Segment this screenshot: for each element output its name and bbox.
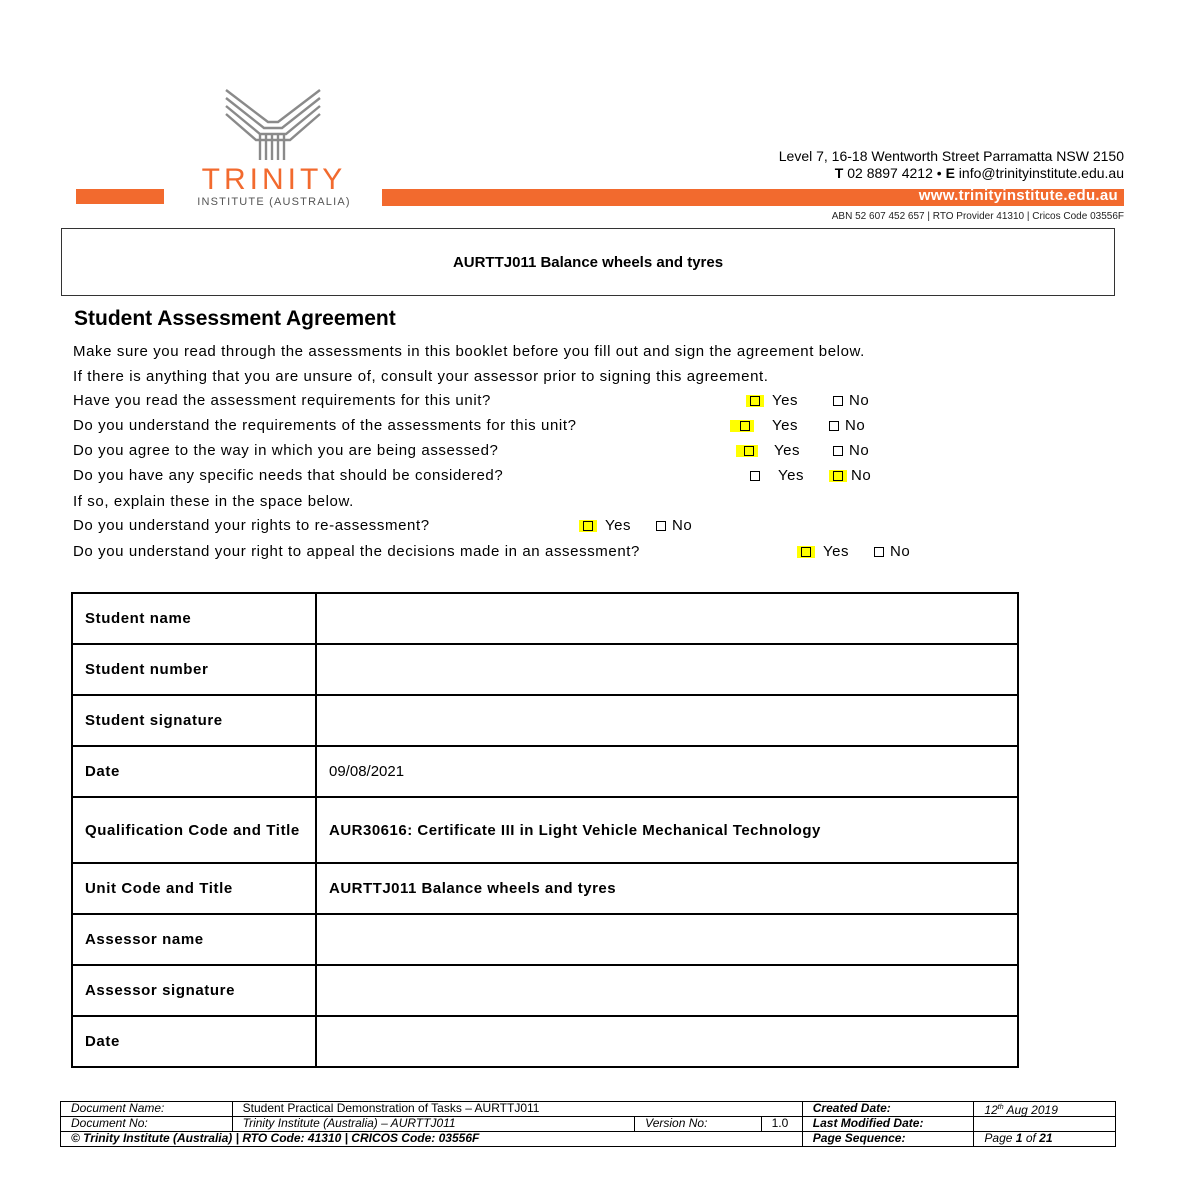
- date-label: Date: [72, 746, 316, 797]
- version-label: Version No:: [635, 1117, 761, 1132]
- student-signature-label: Student signature: [72, 695, 316, 746]
- date-field[interactable]: 09/08/2021: [316, 746, 1018, 797]
- trinity-logo: [176, 86, 372, 208]
- q2-yes-option[interactable]: Yes: [730, 417, 798, 434]
- student-signature-field[interactable]: [316, 695, 1018, 746]
- assessor-name-field[interactable]: [316, 914, 1018, 965]
- unit-code-value: AURTTJ011 Balance wheels and tyres: [316, 863, 1018, 914]
- qualification-value: AUR30616: Certificate III in Light Vehicle Mechanical Technology: [316, 797, 1018, 863]
- checkbox-icon[interactable]: [833, 446, 843, 456]
- version-value: 1.0: [761, 1117, 802, 1132]
- question-1: Have you read the assessment requirements for this unit?: [73, 392, 491, 409]
- highlight-mark: [730, 420, 754, 432]
- q5-no-option[interactable]: No: [656, 517, 692, 534]
- q1-no-option[interactable]: No: [833, 392, 869, 409]
- website-link[interactable]: www.trinityinstitute.edu.au: [918, 187, 1118, 204]
- q6-no-option[interactable]: No: [874, 543, 910, 560]
- header-accent-bar-left: [76, 189, 164, 204]
- page-sequence-label: Page Sequence:: [802, 1132, 974, 1147]
- table-row: [72, 695, 1018, 746]
- table-row: [72, 746, 1018, 797]
- q1-yes-option[interactable]: Yes: [746, 392, 798, 409]
- doc-name-value: Student Practical Demonstration of Tasks – AURTTJ011: [232, 1102, 802, 1117]
- table-row: [72, 914, 1018, 965]
- table-row: [72, 593, 1018, 644]
- footer-row: [61, 1102, 1116, 1117]
- section-title: Student Assessment Agreement: [74, 307, 396, 330]
- doc-no-value: Trinity Institute (Australia) – AURTTJ011: [232, 1117, 635, 1132]
- unit-title-box: [61, 228, 1115, 296]
- institute-address: Level 7, 16-18 Wentworth Street Parramatta NSW 2150: [778, 148, 1124, 164]
- table-row: [72, 1016, 1018, 1067]
- question-5: Do you understand your rights to re-assessment?: [73, 517, 430, 534]
- assessor-date-label: Date: [72, 1016, 316, 1067]
- checkbox-icon[interactable]: [833, 471, 843, 481]
- checkbox-icon[interactable]: [829, 421, 839, 431]
- created-date-label: Created Date:: [802, 1102, 974, 1117]
- institute-contact: T 02 8897 4212 • E info@trinityinstitute.edu.au: [834, 165, 1124, 181]
- footer-row: [61, 1117, 1116, 1132]
- question-4: Do you have any specific needs that should be considered?: [73, 467, 504, 484]
- table-row: [72, 644, 1018, 695]
- checkbox-icon[interactable]: [583, 521, 593, 531]
- highlight-mark: [829, 470, 847, 482]
- copyright-line: © Trinity Institute (Australia) | RTO Code: 41310 | CRICOS Code: 03556F: [61, 1132, 803, 1147]
- assessor-signature-label: Assessor signature: [72, 965, 316, 1016]
- q5-yes-option[interactable]: Yes: [579, 517, 631, 534]
- last-modified-label: Last Modified Date:: [802, 1117, 974, 1132]
- highlight-mark: [746, 395, 764, 407]
- highlight-mark: [736, 445, 758, 457]
- checkbox-icon[interactable]: [740, 421, 750, 431]
- highlight-mark: [579, 520, 597, 532]
- question-3: Do you agree to the way in which you are being assessed?: [73, 442, 499, 459]
- checkbox-icon[interactable]: [656, 521, 666, 531]
- document-footer: [60, 1101, 1116, 1147]
- table-row: [72, 797, 1018, 863]
- doc-no-label: Document No:: [61, 1117, 233, 1132]
- qualification-label: Qualification Code and Title: [72, 797, 316, 863]
- q3-no-option[interactable]: No: [833, 442, 869, 459]
- question-6: Do you understand your right to appeal the decisions made in an assessment?: [73, 543, 640, 560]
- intro-text-1: Make sure you read through the assessments in this booklet before you fill out and sign the agreement below.: [73, 343, 865, 360]
- table-row: [72, 863, 1018, 914]
- intro-text-2: If there is anything that you are unsure of, consult your assessor prior to signing this agreement.: [73, 368, 769, 385]
- student-number-label: Student number: [72, 644, 316, 695]
- checkbox-icon[interactable]: [744, 446, 754, 456]
- svg-text:TRINITY: TRINITY: [201, 163, 347, 196]
- checkbox-icon[interactable]: [750, 396, 760, 406]
- assessor-date-field[interactable]: [316, 1016, 1018, 1067]
- created-date-value: 12th Aug 2019: [974, 1102, 1116, 1117]
- student-name-field[interactable]: [316, 593, 1018, 644]
- assessor-signature-field[interactable]: [316, 965, 1018, 1016]
- unit-title: AURTTJ011 Balance wheels and tyres: [452, 253, 724, 271]
- doc-name-label: Document Name:: [61, 1102, 233, 1117]
- question-2: Do you understand the requirements of the assessments for this unit?: [73, 417, 577, 434]
- svg-text:INSTITUTE (AUSTRALIA): INSTITUTE (AUSTRALIA): [197, 196, 351, 208]
- checkbox-icon[interactable]: [833, 396, 843, 406]
- unit-code-label: Unit Code and Title: [72, 863, 316, 914]
- q4-no-option[interactable]: No: [829, 467, 871, 484]
- assessor-name-label: Assessor name: [72, 914, 316, 965]
- question-4-note: If so, explain these in the space below.: [73, 493, 354, 510]
- student-number-field[interactable]: [316, 644, 1018, 695]
- q4-yes-option[interactable]: Yes: [750, 467, 804, 484]
- checkbox-icon[interactable]: [750, 471, 760, 481]
- highlight-mark: [797, 546, 815, 558]
- student-name-label: Student name: [72, 593, 316, 644]
- checkbox-icon[interactable]: [801, 547, 811, 557]
- q3-yes-option[interactable]: Yes: [736, 442, 800, 459]
- q6-yes-option[interactable]: Yes: [797, 543, 849, 560]
- table-row: [72, 965, 1018, 1016]
- checkbox-icon[interactable]: [874, 547, 884, 557]
- q2-no-option[interactable]: No: [829, 417, 865, 434]
- page-sequence-value: Page 1 of 21: [974, 1132, 1116, 1147]
- footer-row: [61, 1132, 1116, 1147]
- abn-line: ABN 52 607 452 657 | RTO Provider 41310 | Cricos Code 03556F: [831, 211, 1124, 222]
- last-modified-value: [974, 1117, 1116, 1132]
- student-details-table: [71, 592, 1019, 1068]
